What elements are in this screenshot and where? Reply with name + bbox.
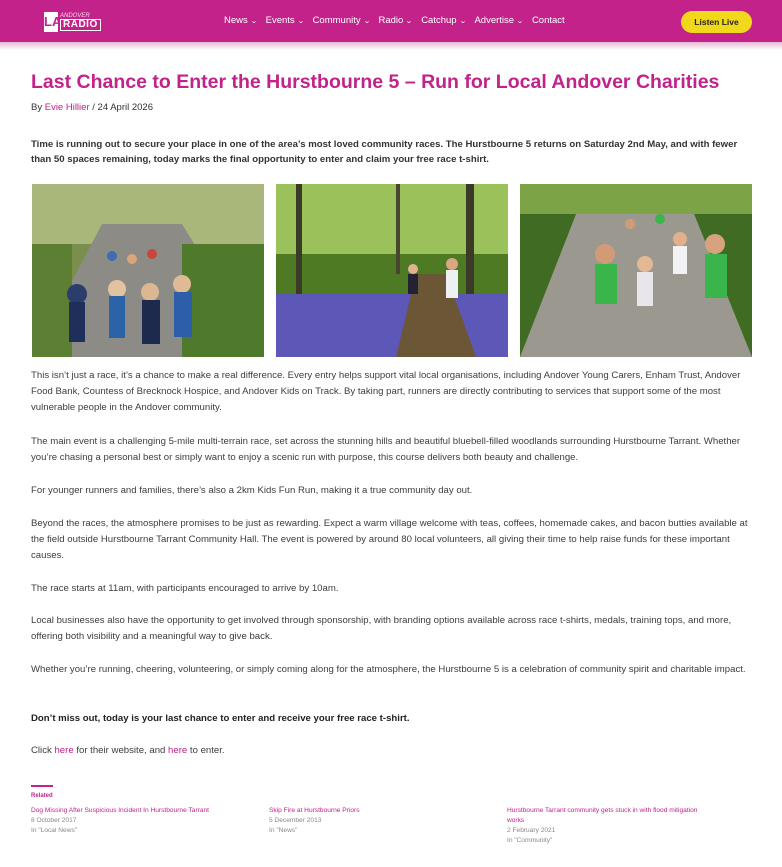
cta-paragraph [31,743,753,759]
related-item[interactable] [31,806,231,836]
related-date: 8 October 2017 [31,817,77,824]
article-paragraph: This isn’t just a race, it’s a chance to make a real difference. Every entry helps support vital local organisations, including Andover Young Carers, Enham Trust, Andover Food Bank, Countess of Brecknock Hospice, and Andover Kids on Track. By taking part, runners are directly contributing to services that support some of the most vulnerable people in the Andover community. [31,370,741,414]
nav-label: Radio [378,15,404,26]
byline-separator: / [89,102,98,113]
related-category: In "News" [269,827,298,834]
chevron-down-icon: ⌄ [249,17,258,25]
article-lead: Time is running out to secure your place in one of the area’s most loved community races. The Hurstbourne 5 returns on Saturday 2nd May, and with fewer than 50 spaces remaining, today marks the final opportunity to enter and claim your free race t-shirt. [31,139,738,165]
listen-live-button[interactable]: Listen Live [681,11,752,33]
logo-mark: LA [44,12,58,32]
related-heading: Related [31,793,53,799]
related-item[interactable] [507,806,707,846]
related-date: 2 February 2021 [507,827,556,834]
closing-callout: Don’t miss out, today is your last chance to enter and receive your free race t-shirt. [31,713,410,724]
related-title[interactable]: Hurstbourne Tarrant community gets stuck in with flood mitigation works [507,807,698,824]
article-paragraph: The main event is a challenging 5-mile multi-terrain race, set across the stunning hills and beautiful bluebell-filled woodlands surrounding Hurstbourne Tarrant. Whether you’re chasing a personal best or simply want to enjoy a scenic run with purpose, this course delivers both beauty and challenge. [31,436,741,464]
nav-label: Events [265,15,295,26]
main-nav [224,15,574,26]
related-category: In "Local News" [31,827,78,834]
article-paragraph: Local businesses also have the opportunity to get involved through sponsorship, with branding options available across race t-shirts, medals, training tops, and more, offering both visibility and a meaningful way to give back. [31,615,732,643]
article-paragraph: Whether you’re running, cheering, volunteering, or simply coming along for the atmosphere, the Hurstbourne 5 is a celebration of community spirit and charitable impact. [31,664,746,675]
nav-radio[interactable] [378,15,412,26]
chevron-down-icon: ⌄ [405,17,414,25]
race-photo-kids[interactable] [520,184,752,357]
site-logo[interactable] [44,12,101,32]
nav-label: Community [312,15,361,26]
chevron-down-icon: ⌄ [516,17,524,25]
website-link[interactable]: here [54,745,74,756]
article-paragraph: The race starts at 11am, with participants encouraged to arrive by 10am. [31,583,339,594]
nav-catchup[interactable] [421,15,465,26]
chevron-down-icon: ⌄ [362,17,371,25]
article-title: Last Chance to Enter the Hurstbourne 5 – Run for Local Andover Charities [31,71,720,93]
related-category: In "Community" [507,837,553,844]
related-title[interactable]: Skip Fire at Hurstbourne Priors [269,807,360,814]
publish-date: 24 April 2026 [97,102,153,113]
chevron-down-icon: ⌄ [458,17,467,25]
nav-news[interactable] [224,15,257,26]
race-photo-bluebells[interactable] [276,184,508,357]
entry-link[interactable]: here [168,745,188,756]
logo-radio-text: RADIO [60,19,101,31]
nav-label: Advertise [474,15,515,26]
article-paragraph: For younger runners and families, there’s also a 2km Kids Fun Run, making it a true community day out. [31,485,473,496]
byline-prefix: By [31,102,45,113]
nav-community[interactable] [313,15,370,26]
logo-wordmark [60,13,101,31]
author-link[interactable]: Evie Hillier [44,102,90,113]
header-shadow [0,42,782,50]
cta-text: to enter. [187,745,225,756]
byline [31,102,153,113]
nav-label: Contact [531,15,565,26]
nav-events[interactable] [266,15,304,26]
related-divider [31,785,53,787]
logo-small-text: ANDOVER [60,13,90,19]
nav-advertise[interactable] [474,15,522,26]
article-paragraph: Beyond the races, the atmosphere promises to be just as rewarding. Expect a warm village welcome with teas, coffees, homemade cakes, and bacon butties available at the field outside Hurstbourne Tarrant Community Hall. The event is powered by around 80 local volunteers, all giving their time to help raise funds for these important causes. [31,518,748,562]
related-title[interactable]: Dog Missing After Suspicious Incident In Hurstbourne Tarrant [31,807,209,814]
related-item[interactable] [269,806,469,836]
chevron-down-icon: ⌄ [296,17,305,25]
cta-text: Click [31,745,55,756]
related-date: 5 December 2013 [269,817,322,824]
nav-contact[interactable] [532,15,565,26]
cta-text: for their website, and [73,745,169,756]
race-photo-road[interactable] [32,184,264,357]
nav-label: News [224,15,248,26]
nav-label: Catchup [421,15,457,26]
